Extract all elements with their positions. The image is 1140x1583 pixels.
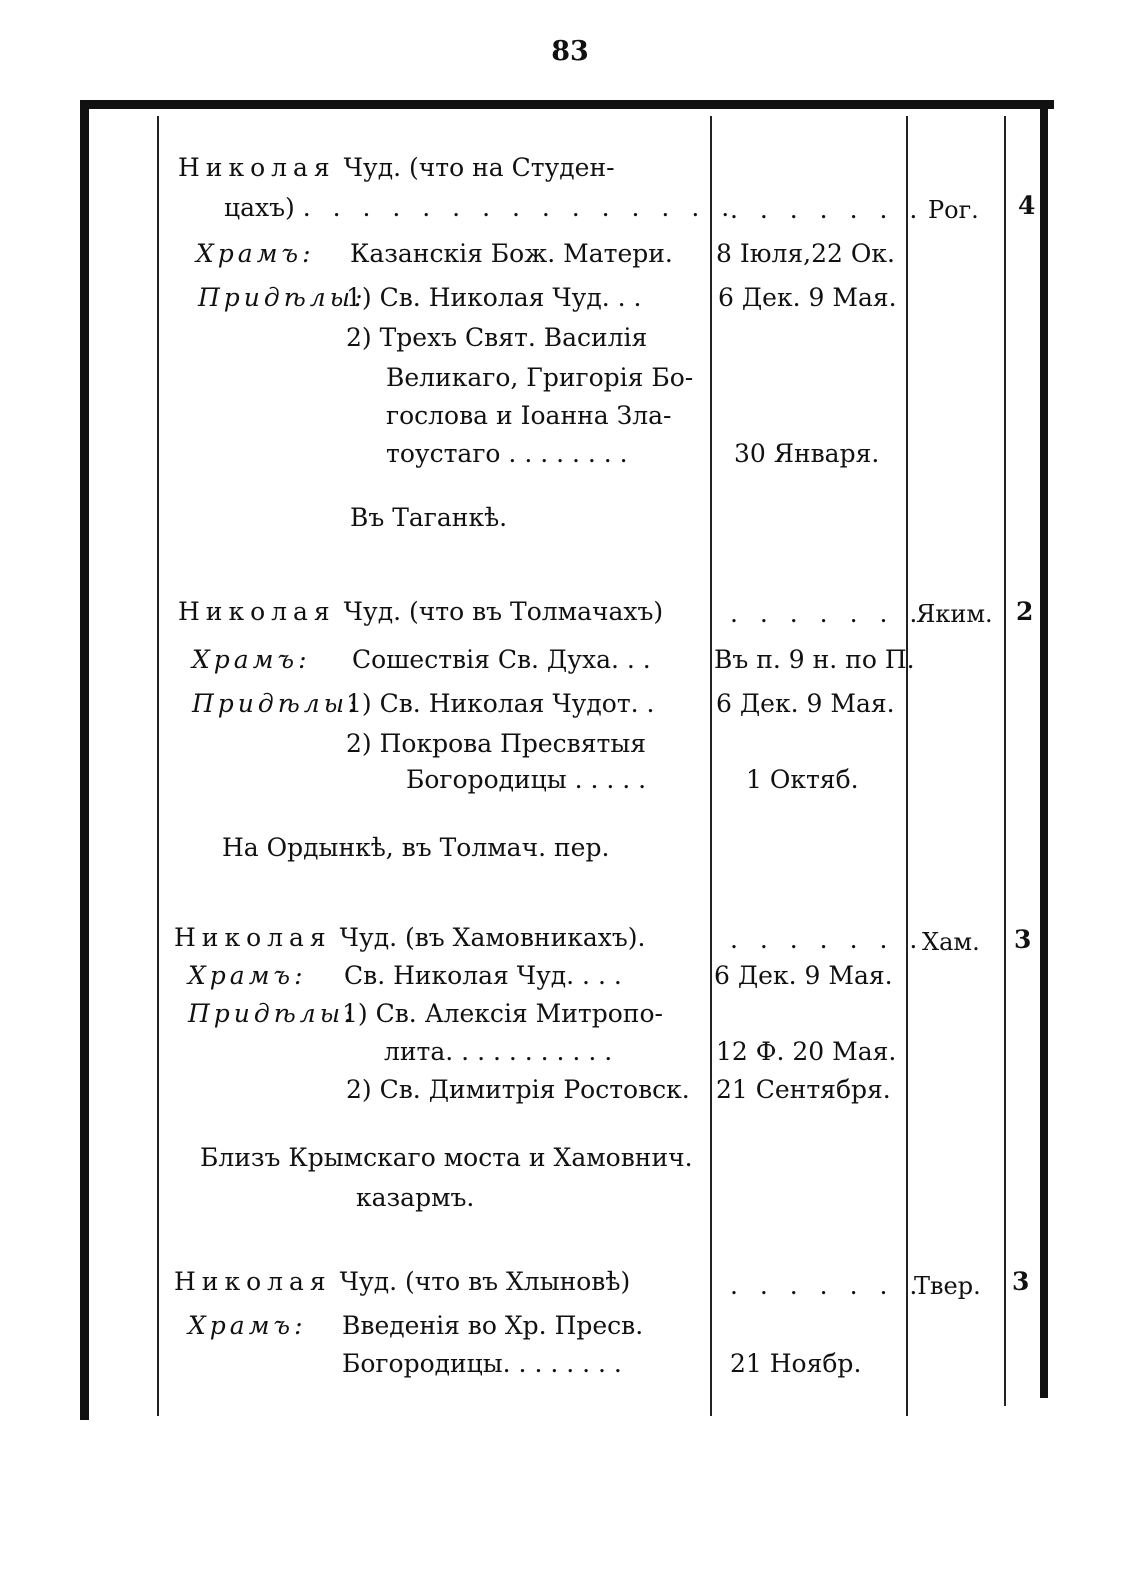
khram-date: Въ п. 9 н. по П. xyxy=(714,645,915,674)
pridel-item: 1) Св. Николая Чуд. . . xyxy=(346,283,642,312)
district-label: Хам. xyxy=(922,928,980,956)
pridel-item-cont: лита. . . . . . . . . . . xyxy=(384,1037,613,1066)
location-heading: Близъ Крымскаго моста и Хамовнич. xyxy=(200,1143,693,1172)
date-leader-dots: . . . . . . . xyxy=(730,599,925,628)
entry-title xyxy=(178,594,663,630)
khram-line xyxy=(196,236,315,272)
pridel-date: 6 Дек. 9 Мая. xyxy=(718,283,897,312)
khram-label: Храмъ: xyxy=(188,1311,307,1340)
pridel-date: 1 Октяб. xyxy=(746,765,859,794)
date-leader-dots: . . . . . . . xyxy=(730,1271,925,1300)
pridel-item: 2) Св. Димитрія Ростовск. xyxy=(346,1075,690,1104)
date-leader-dots: . . . . . . . xyxy=(730,195,925,224)
pridel-item: 2) Покрова Пресвятыя xyxy=(346,729,647,758)
district-label: Твер. xyxy=(914,1272,981,1300)
pridel-item-cont: Великаго, Григорія Бо- xyxy=(386,363,694,392)
column-divider-2 xyxy=(710,116,712,1416)
page-number: 83 xyxy=(551,36,589,67)
table-right-border xyxy=(1040,100,1048,1398)
date-leader-dots: . . . . . . . xyxy=(730,925,925,954)
entry-title-name: Николая xyxy=(178,597,336,626)
entry-title-rest: Чуд. (что на Студен- xyxy=(343,153,615,182)
khram-date: 8 Іюля,22 Ок. xyxy=(716,239,895,268)
entry-number: 3 xyxy=(1014,925,1032,954)
entry-title xyxy=(174,920,646,956)
khram-name: Введенія во Хр. Пресв. xyxy=(342,1311,644,1340)
khram-date: 21 Ноябр. xyxy=(730,1349,862,1378)
pridel-date: 6 Дек. 9 Мая. xyxy=(716,689,895,718)
column-divider-3 xyxy=(906,116,908,1416)
entry-title-name: Николая xyxy=(174,1267,332,1296)
pridely-label: Придѣлы: xyxy=(192,689,361,718)
khram-line xyxy=(188,958,307,994)
khram-name: Сошествія Св. Духа. . . xyxy=(352,645,651,674)
pridel-item-cont: Богородицы . . . . . xyxy=(406,765,647,794)
khram-line xyxy=(188,1308,307,1344)
pridel-date: 30 Января. xyxy=(734,439,880,468)
pridel-item: 1) Св. Алексія Митропо- xyxy=(342,999,663,1028)
district-label: Рог. xyxy=(928,196,979,224)
pridel-item: 2) Трехъ Свят. Василія xyxy=(346,323,648,352)
location-heading: Въ Таганкѣ. xyxy=(350,503,508,532)
column-divider-1 xyxy=(157,116,159,1416)
entry-title-continuation: цахъ) . . . . . . . . . . . . . . . xyxy=(224,193,737,222)
pridel-date: 12 Ф. 20 Мая. xyxy=(716,1037,897,1066)
entry-title-rest: Чуд. (въ Хамовникахъ). xyxy=(339,923,646,952)
pridely-label: Придѣлы: xyxy=(198,283,367,312)
location-heading: На Ордынкѣ, въ Толмач. пер. xyxy=(222,833,610,862)
khram-line xyxy=(192,642,311,678)
khram-label: Храмъ: xyxy=(188,961,307,990)
leader-dots: . . . . . . . . . . . . . . . xyxy=(302,193,737,222)
pridel-item: 1) Св. Николая Чудот. . xyxy=(346,689,655,718)
entry-title-rest: Чуд. (что въ Толмачахъ) xyxy=(343,597,664,626)
khram-label: Храмъ: xyxy=(192,645,311,674)
column-divider-4 xyxy=(1004,116,1006,1406)
district-label: Яким. xyxy=(916,600,993,628)
khram-date: 6 Дек. 9 Мая. xyxy=(714,961,893,990)
entry-title-name: Николая xyxy=(174,923,332,952)
entry-title-rest: Чуд. (что въ Хлыновѣ) xyxy=(339,1267,631,1296)
entry-title xyxy=(178,150,615,186)
table-top-rule xyxy=(86,100,1054,109)
entry-number: 3 xyxy=(1012,1267,1030,1296)
khram-name: Св. Николая Чуд. . . . xyxy=(344,961,622,990)
khram-label: Храмъ: xyxy=(196,239,315,268)
pridely-label: Придѣлы: xyxy=(188,999,357,1028)
entry-number: 4 xyxy=(1018,191,1036,220)
entry-title-name: Николая xyxy=(178,153,336,182)
location-heading-cont: казармъ. xyxy=(356,1183,475,1212)
pridel-item-cont: гослова и Іоанна Зла- xyxy=(386,401,672,430)
khram-name-cont: Богородицы. . . . . . . . xyxy=(342,1349,622,1378)
table-left-border xyxy=(80,100,89,1420)
entry-title xyxy=(174,1264,630,1300)
pridel-date: 21 Сентября. xyxy=(716,1075,891,1104)
entry-number: 2 xyxy=(1016,597,1034,626)
pridel-item-cont: тоустаго . . . . . . . . xyxy=(386,439,628,468)
khram-name: Казанскія Бож. Матери. xyxy=(350,239,673,268)
